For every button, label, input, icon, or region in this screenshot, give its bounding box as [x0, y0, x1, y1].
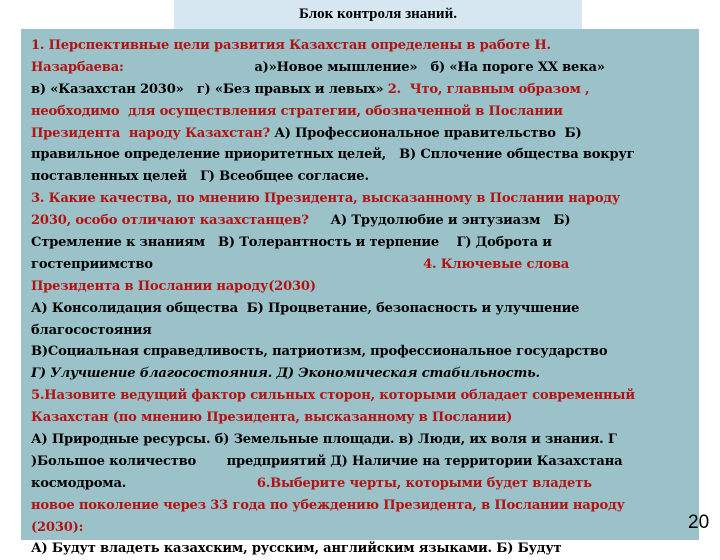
text-line — [31, 385, 691, 407]
text-line — [31, 210, 691, 232]
question-text: 4. Ключевые слова — [423, 256, 570, 272]
question-text: 6.Выберите черты, которыми будет владеть — [256, 475, 592, 491]
answer-text: А) Консолидация общества Б) Процветание, безопасность и улучшение — [31, 300, 580, 316]
answer-text: Г) Улучшение благосостояния. Д) Экономическая стабильность. — [31, 366, 540, 382]
text-line — [31, 473, 691, 495]
text-line — [31, 451, 691, 473]
text-line — [31, 101, 691, 123]
question-text: Казахстан (по мнению Президента, высказанному в Послании) — [31, 410, 513, 426]
answer-text: Стремление к знаниям В) Толерантность и терпение Г) Доброта и — [31, 235, 552, 251]
text-line — [31, 79, 691, 101]
question-text: 5.Назовите ведущий фактор сильных сторон, которыми обладает современный — [31, 388, 635, 404]
answer-text: в) «Казахстан 2030» г) «Без правых и левых» — [31, 81, 388, 97]
text-line — [31, 320, 691, 342]
text-line — [31, 407, 691, 429]
text-line — [31, 166, 691, 188]
text-line — [31, 538, 691, 560]
answer-text: А) Трудолюбие и энтузиазм Б) — [330, 213, 571, 229]
answer-text: космодрома. — [31, 475, 257, 491]
question-text: необходимо для осуществления стратегии, обозначенной в Послании — [31, 103, 563, 119]
text-line — [31, 123, 691, 145]
answer-text: благосостояния — [31, 322, 152, 338]
text-line — [31, 188, 691, 210]
text-line — [31, 144, 691, 166]
question-text: новое поколение через 33 года по убеждению Президента, в Послании народу — [31, 497, 625, 513]
answer-text: поставленных целей Г) Всеобщее согласие. — [31, 169, 369, 185]
answer-text: )Большое количество предприятий Д) Наличие на территории Казахстана — [31, 453, 623, 469]
page-number: 20 — [688, 512, 710, 533]
content-panel — [21, 29, 699, 557]
text-line — [31, 57, 691, 79]
text-line — [31, 254, 691, 276]
answer-text: А) Природные ресурсы. б) Земельные площади. в) Люди, их воля и знания. Г — [31, 432, 617, 448]
text-line — [31, 517, 691, 539]
question-text: Президента в Послании народу(2030) — [31, 278, 316, 294]
text-line — [31, 341, 691, 363]
text-line — [31, 495, 691, 517]
quiz-text — [31, 35, 691, 560]
text-line — [31, 232, 691, 254]
text-line — [31, 363, 691, 385]
answer-text: А) Профессиональное правительство Б) — [274, 125, 582, 141]
question-text: (2030): — [31, 519, 84, 535]
question-text: 1. Перспективные цели развития Казахстан определены в работе Н. — [31, 38, 551, 53]
text-line — [31, 276, 691, 298]
text-line — [31, 298, 691, 320]
question-text: 2. Что, главным образом , — [387, 81, 590, 97]
answer-text: а)»Новое мышление» б) «На пороге ХХ века» — [254, 59, 605, 75]
question-text: Президента народу Казахстан? — [31, 125, 275, 141]
question-text: 2030, особо отличают казахстанцев? — [31, 213, 331, 229]
answer-text: В)Социальная справедливость, патриотизм, профессиональное государство — [31, 344, 608, 360]
text-line — [31, 35, 691, 57]
answer-text: правильное определение приоритетных целей, В) Сплочение общества вокруг — [31, 147, 635, 163]
question-text: Назарбаева: — [31, 59, 255, 75]
answer-text: А) Будут владеть казахским, русским, английским языками. Б) Будут — [31, 541, 562, 557]
page-title: Блок контроля знаний. — [174, 0, 582, 29]
question-text: 3. Какие качества, по мнению Президента, высказанному в Послании народу — [31, 191, 621, 207]
text-line — [31, 429, 691, 451]
answer-text: гостеприимство — [31, 256, 424, 272]
